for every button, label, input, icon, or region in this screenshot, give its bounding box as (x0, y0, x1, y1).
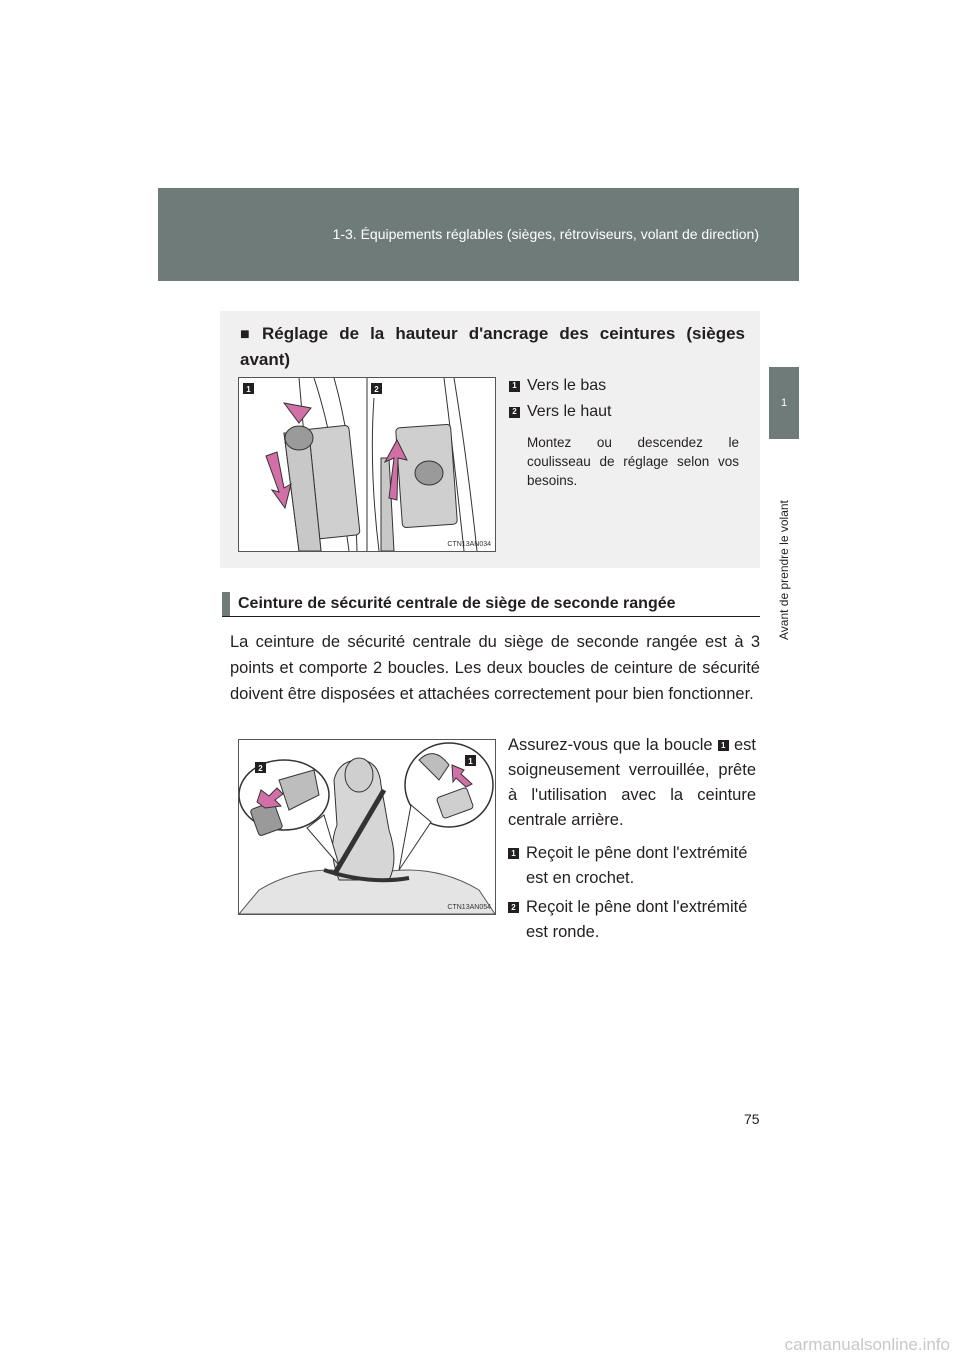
list-item-text: Reçoit le pêne dont l'extrémité est ronde. (526, 898, 748, 941)
seatbelt-anchor-drawing (239, 378, 495, 551)
figure-badge-2: 2 (374, 385, 379, 394)
center-belt-instructions (508, 733, 756, 949)
center-seatbelt-drawing (239, 740, 495, 914)
list-item (509, 399, 739, 425)
figure-badge-1: 1 (468, 757, 473, 766)
intro-text-before: Assurez-vous que la boucle (508, 736, 713, 754)
anchor-adjust-illustration (238, 377, 496, 552)
chapter-tab (769, 367, 799, 439)
chapter-number: 1 (780, 397, 788, 409)
number-badge: 2 (509, 407, 520, 418)
anchor-adjust-note: Montez ou descendez le coulisseau de réglage selon vos besoins. (527, 435, 739, 488)
anchor-adjust-list (509, 373, 739, 490)
number-badge: 1 (718, 740, 729, 751)
anchor-adjust-title-text: Réglage de la hauteur d'ancrage des ceintures (sièges avant) (240, 324, 745, 369)
chapter-title-vertical: Avant de prendre le volant (777, 500, 791, 640)
page-number: 75 (744, 1111, 760, 1127)
list-item-text: Reçoit le pêne dont l'extrémité est en crochet. (526, 844, 748, 887)
number-badge: 1 (508, 848, 519, 859)
section-bar-marker (222, 592, 230, 616)
number-badge: 2 (508, 902, 519, 913)
list-item-text: Vers le haut (527, 403, 612, 420)
header-title: 1-3. Équipements réglables (sièges, rétroviseurs, volant de direction) (332, 226, 759, 242)
section-title-text: Ceinture de sécurité centrale de siège de seconde rangée (238, 595, 676, 612)
center-belt-intro (508, 733, 756, 833)
header-band (158, 188, 799, 281)
bullet-square-icon: ■ (240, 326, 256, 343)
number-badge: 1 (509, 381, 520, 392)
figure-badge-1: 1 (246, 385, 251, 394)
figure-code: CTN13AN034 (447, 541, 491, 548)
figure-code: CTN13AN054 (447, 904, 491, 911)
list-item-text: Vers le bas (527, 377, 607, 394)
figure-badge-2: 2 (258, 764, 263, 773)
center-belt-illustration (238, 739, 496, 915)
anchor-adjust-title (240, 321, 745, 372)
section-paragraph: La ceinture de sécurité centrale du siège de seconde rangée est à 3 points et comporte 2 boucles. Les deux boucles de ceinture de sécurité doivent être disposées et attachées correctement pour bien fonctionner. (230, 633, 760, 703)
watermark: carmanualsonline.info (784, 1335, 950, 1354)
intro-text-after: est soigneusement verrouillée, prête à l'utilisation avec la ceinture centrale arrière. (508, 736, 756, 829)
anchor-adjust-box (220, 311, 760, 568)
list-item (508, 841, 756, 891)
list-item (509, 373, 739, 399)
list-item (508, 895, 756, 945)
section-title (222, 592, 760, 617)
